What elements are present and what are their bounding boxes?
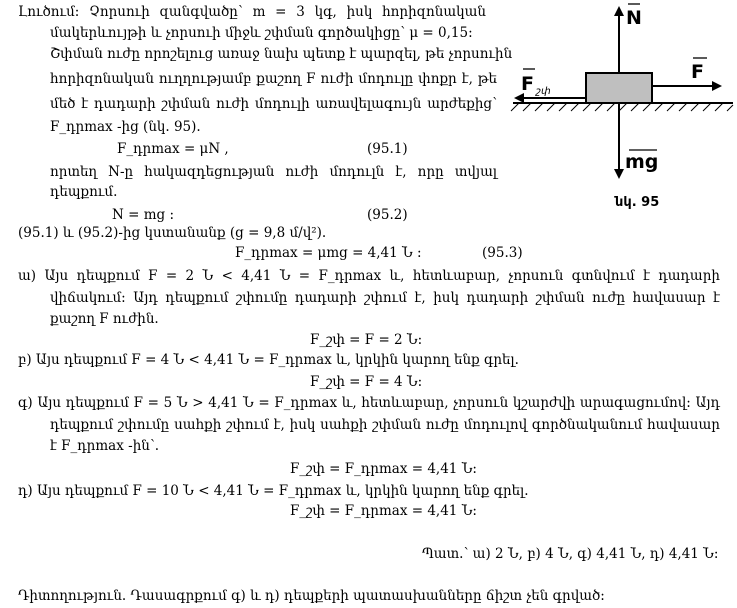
equation-number-95-3: (95.3)	[482, 245, 523, 261]
text-line-5: մեծ է դադարի շփման ուժի մոդուլի առավելագույն արժեքից՝	[50, 96, 497, 112]
case-b-equation: F_շփ = F = 4 Ն:	[310, 374, 423, 390]
label-friction-F: F	[521, 73, 534, 95]
case-c-line-3: է F_դրmax -ին՝.	[50, 438, 160, 454]
case-c-line-1: գ) Այս դեպքում F = 5 Ն > 4,41 Ն = F_դրmax և, հետևաբար, չորսուն կշարժվի արագացումով: Այդ	[18, 395, 720, 411]
case-c-equation: F_շփ = F_դրmax = 4,41 Ն:	[290, 461, 477, 477]
label-N: N	[626, 7, 642, 29]
text-line-3: Շփման ուժը որոշելուց առաջ նախ պետք է պարզել, թե չորսուին	[50, 46, 513, 62]
equation-95-1: F_դրmax = μN ,	[117, 141, 229, 157]
text-line-2: մակերևույթի և չորսուի միջև շփման գործակիցը՝ μ = 0,15:	[50, 25, 473, 41]
answer-line: Պատ.՝ ա) 2 Ն, բ) 4 Ն, գ) 4,41 Ն, դ) 4,41 Ն:	[422, 546, 719, 562]
text-line-7: որտեղ N-ը հակազդեցության ուժի մոդուլն է, որը տվյալ	[50, 164, 497, 180]
remark-line: Դիտողություն. Դասագրքում գ) և դ) դեպքերի պատասխանները ճիշտ չեն գրված:	[18, 588, 605, 604]
text-line-9: (95.1) և (95.2)-ից կստանանք (g = 9,8 մ/վ²).	[18, 225, 327, 241]
surface-hatching	[511, 103, 733, 111]
text-line-4: հորիզոնական ուղղությամբ քաշող F ուժի մոդուլը փոքր է, թե	[50, 71, 497, 87]
block	[586, 73, 652, 103]
case-b-line-1: բ) Այս դեպքում F = 4 Ն < 4,41 Ն = F_դրmax և, կրկին կարող ենք գրել.	[18, 352, 519, 368]
text-line-8: դեպքում.	[50, 184, 118, 200]
case-a-line-2: վիճակում: Այդ դեպքում շփումը դադարի շփում է, իսկ դադարի շփման ուժը հավասար է	[50, 290, 720, 306]
case-c-line-2: դեպքում շփումը սահքի շփում է, իսկ սահքի շփման ուժը մոդուլով գործնականում հավասար	[50, 417, 720, 433]
figure-caption: նկ. 95	[615, 195, 660, 210]
case-a-equation: F_շփ = F = 2 Ն:	[310, 332, 423, 348]
case-d-equation: F_շփ = F_դրmax = 4,41 Ն:	[290, 503, 477, 519]
equation-95-2: N = mg :	[112, 207, 174, 223]
text-line-1: Լուծում: Չորսուի զանգվածը՝ m = 3 կգ, իսկ հորիզոնական	[18, 4, 486, 20]
equation-number-95-1: (95.1)	[367, 141, 408, 157]
equation-number-95-2: (95.2)	[367, 207, 408, 223]
case-a-line-3: քաշող F ուժին.	[50, 311, 159, 327]
figure-95	[505, 0, 737, 215]
label-mg: mg	[625, 151, 659, 173]
label-F: F	[691, 61, 704, 83]
text-line-6: F_դրmax -ից (նկ. 95).	[50, 119, 201, 135]
equation-95-3: F_դրmax = μmg = 4,41 Ն :	[235, 245, 422, 261]
case-d-line-1: դ) Այս դեպքում F = 10 Ն < 4,41 Ն = F_դրmax և, կրկին կարող ենք գրել.	[18, 483, 529, 499]
case-a-line-1: ա) Այս դեպքում F = 2 Ն < 4,41 Ն = F_դրmax և, հետևաբար, չորսուն գտնվում է դադարի	[18, 268, 720, 284]
label-friction-sub: շփ	[536, 86, 551, 97]
